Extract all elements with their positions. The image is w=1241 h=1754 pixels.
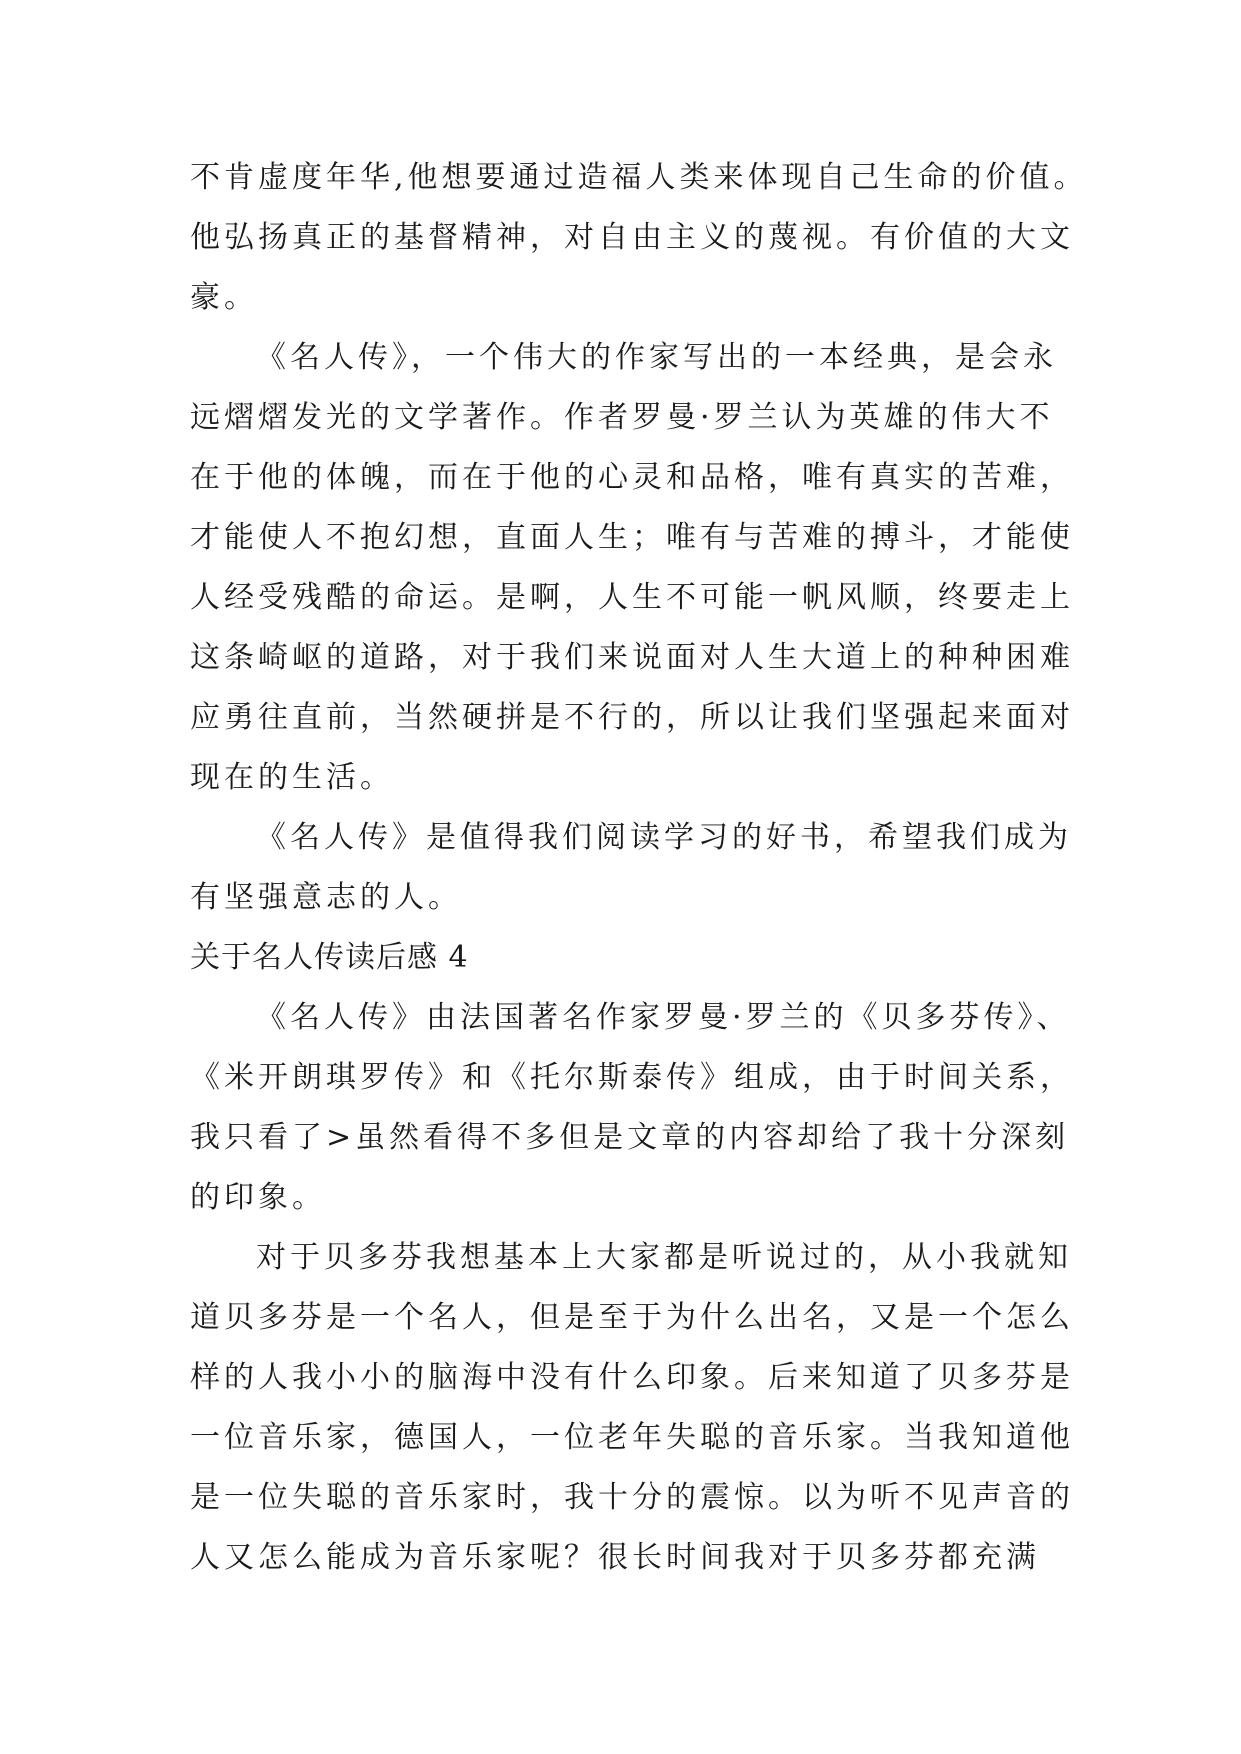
text-line: 豪。 xyxy=(190,280,258,315)
text-line: 这条崎岖的道路，对于我们来说面对人生大道上的种种困难 xyxy=(190,640,1074,675)
section-heading: 关于名人传读后感 4 xyxy=(190,940,469,975)
text-line: 是一位失聪的音乐家时，我十分的震惊。以为听不见声音的 xyxy=(190,1480,1074,1515)
paragraph-start-line: 《名人传》由法国著名作家罗曼·罗兰的《贝多芬传》、 xyxy=(256,1000,1071,1035)
text-line: 道贝多芬是一个名人，但是至于为什么出名，又是一个怎么 xyxy=(190,1300,1074,1335)
paragraph-start-line: 《名人传》，一个伟大的作家写出的一本经典，是会永 xyxy=(256,340,1057,375)
text-line: 他弘扬真正的基督精神，对自由主义的蔑视。有价值的大文 xyxy=(190,220,1074,255)
text-line: 的印象。 xyxy=(190,1180,326,1215)
text-line: 在于他的体魄，而在于他的心灵和品格，唯有真实的苦难， xyxy=(190,460,1074,495)
text-line: 一位音乐家，德国人，一位老年失聪的音乐家。当我知道他 xyxy=(190,1420,1074,1455)
text-line: 我只看了>虽然看得不多但是文章的内容却给了我十分深刻 xyxy=(190,1120,1070,1155)
paragraph-start-line: 《名人传》是值得我们阅读学习的好书，希望我们成为 xyxy=(256,820,1072,855)
text-line: 人经受残酷的命运。是啊，人生不可能一帆风顺，终要走上 xyxy=(190,580,1074,615)
text-line: 现在的生活。 xyxy=(190,760,394,795)
text-line: 样的人我小小的脑海中没有什么印象。后来知道了贝多芬是 xyxy=(190,1360,1074,1395)
text-line: 才能使人不抱幻想，直面人生；唯有与苦难的搏斗，才能使 xyxy=(190,520,1074,555)
text-line: 有坚强意志的人。 xyxy=(190,880,462,915)
paragraph-start-line: 对于贝多芬我想基本上大家都是听说过的，从小我就知 xyxy=(256,1240,1072,1275)
text-line: 不肯虚度年华,他想要通过造福人类来体现自己生命的价值。 xyxy=(190,160,1088,195)
text-line: 应勇往直前，当然硬拼是不行的，所以让我们坚强起来面对 xyxy=(190,700,1074,735)
text-line: 远熠熠发光的文学著作。作者罗曼·罗兰认为英雄的伟大不 xyxy=(190,400,1054,435)
text-line: 人又怎么能成为音乐家呢？很长时间我对于贝多芬都充满 xyxy=(190,1540,1040,1575)
text-line: 《米开朗琪罗传》和《托尔斯泰传》组成，由于时间关系， xyxy=(190,1060,1074,1095)
